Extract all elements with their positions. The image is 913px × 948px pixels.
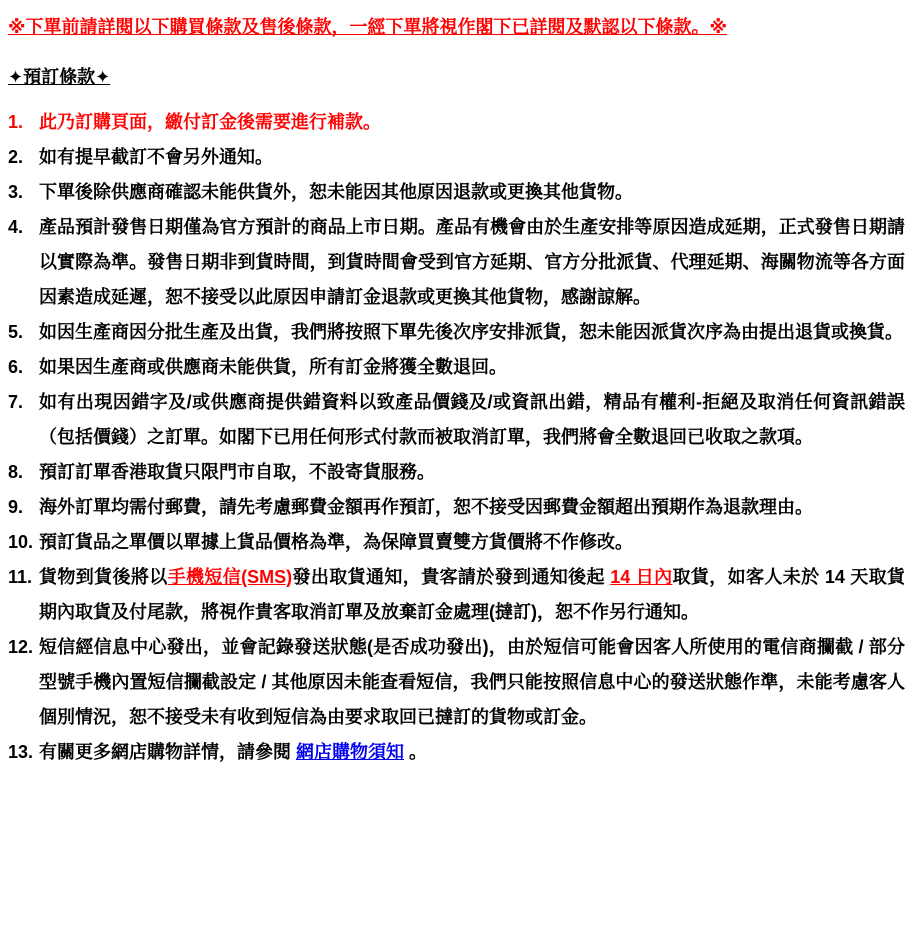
term-item-12 bbox=[8, 630, 905, 735]
term-number: 11. bbox=[8, 567, 33, 587]
term-item-13 bbox=[8, 735, 905, 770]
term-text bbox=[39, 105, 905, 140]
term-segment: 海外訂單均需付郵費，請先考慮郵費金額再作預訂，恕不接受因郵費金額超出預期作為退款理由。 bbox=[39, 497, 813, 517]
term-text bbox=[39, 735, 905, 770]
term-text bbox=[39, 525, 905, 560]
term-text bbox=[39, 350, 905, 385]
term-text bbox=[39, 560, 905, 630]
term-segment: 發出取貨通知，貴客請於發到通知後起 bbox=[292, 567, 611, 587]
term-segment: 如有提早截訂不會另外通知。 bbox=[39, 147, 273, 167]
section-header-preorder-terms: ✦預訂條款✦ bbox=[8, 67, 111, 87]
term-text bbox=[39, 175, 905, 210]
term-text bbox=[39, 630, 905, 735]
term-number: 4. bbox=[8, 217, 24, 237]
term-segment: 取貨，如客人未於 14 天取貨期內取貨及付尾款，將視作貴客取消訂單及放棄訂金處理(撻訂)，恕不作另行通知。 bbox=[39, 567, 905, 622]
term-item-10 bbox=[8, 525, 905, 560]
term-item-4 bbox=[8, 210, 905, 315]
term-item-9 bbox=[8, 490, 905, 525]
term-segment: 貨物到貨後將以 bbox=[39, 567, 168, 587]
page-title: ※下單前請詳閱以下購買條款及售後條款，一經下單將視作閣下已詳閱及默認以下條款。※ bbox=[8, 17, 727, 37]
term-text bbox=[39, 315, 905, 350]
highlighted-text: 手機短信(SMS) bbox=[167, 567, 293, 587]
term-number: 8. bbox=[8, 462, 24, 482]
term-number: 10. bbox=[8, 532, 34, 552]
term-text bbox=[39, 385, 905, 455]
term-segment: 有關更多網店購物詳情，請參閱 bbox=[39, 742, 296, 762]
term-item-1 bbox=[8, 105, 905, 140]
term-number: 6. bbox=[8, 357, 24, 377]
shop-guide-link[interactable]: 網店購物須知 bbox=[296, 742, 404, 762]
term-number: 3. bbox=[8, 182, 24, 202]
term-number: 7. bbox=[8, 392, 24, 412]
term-item-5 bbox=[8, 315, 905, 350]
term-segment: 產品預計發售日期僅為官方預計的商品上市日期。產品有機會由於生產安排等原因造成延期，正式發售日期請以實際為準。發售日期非到貨時間，到貨時間會受到官方延期、官方分批派貨、代理延期、海關物流等各方面因素造成延遲，恕不接受以此原因申請訂金退款或更換其他貨物，感謝諒解。 bbox=[39, 217, 905, 307]
term-segment: 下單後除供應商確認未能供貨外，恕未能因其他原因退款或更換其他貨物。 bbox=[39, 182, 633, 202]
term-item-8 bbox=[8, 455, 905, 490]
term-number: 9. bbox=[8, 497, 24, 517]
term-segment: 如果因生產商或供應商未能供貨，所有訂金將獲全數退回。 bbox=[39, 357, 507, 377]
term-segment: 如有出現因錯字及/或供應商提供錯資料以致產品價錢及/或資訊出錯，精品有權利-拒絕及取消任何資訊錯誤（包括價錢）之訂單。如閣下已用任何形式付款而被取消訂單，我們將會全數退回已收取之款項。 bbox=[39, 392, 905, 447]
term-segment: 預訂訂單香港取貨只限門市自取，不設寄貨服務。 bbox=[39, 462, 435, 482]
term-text bbox=[39, 140, 905, 175]
term-text bbox=[39, 455, 905, 490]
term-segment: 預訂貨品之單價以單據上貨品價格為準，為保障買賣雙方貨價將不作修改。 bbox=[39, 532, 633, 552]
term-item-2 bbox=[8, 140, 905, 175]
term-item-11 bbox=[8, 560, 905, 630]
term-number: 2. bbox=[8, 147, 24, 167]
terms-page bbox=[8, 10, 905, 770]
term-segment: 短信經信息中心發出，並會記錄發送狀態(是否成功發出)，由於短信可能會因客人所使用的電信商攔截 / 部分型號手機內置短信攔截設定 / 其他原因未能查看短信，我們只能按照信息中心的發送狀態作準，未能考慮客人個別情況，恕不接受未有收到短信為由要求取回已撻訂的貨物或訂金。 bbox=[39, 637, 905, 727]
term-number: 12. bbox=[8, 637, 34, 657]
term-item-6 bbox=[8, 350, 905, 385]
term-number: 13. bbox=[8, 742, 34, 762]
term-segment: 此乃訂購頁面，繳付訂金後需要進行補款。 bbox=[39, 112, 381, 132]
term-segment: 。 bbox=[404, 742, 428, 762]
term-text bbox=[39, 210, 905, 315]
terms-list bbox=[8, 105, 905, 770]
term-item-7 bbox=[8, 385, 905, 455]
term-item-3 bbox=[8, 175, 905, 210]
term-number: 1. bbox=[8, 112, 24, 132]
term-text bbox=[39, 490, 905, 525]
term-segment: 如因生產商因分批生產及出貨，我們將按照下單先後次序安排派貨，恕未能因派貨次序為由提出退貨或換貨。 bbox=[39, 322, 903, 342]
highlighted-text: 14 日內 bbox=[610, 567, 673, 587]
term-number: 5. bbox=[8, 322, 24, 342]
